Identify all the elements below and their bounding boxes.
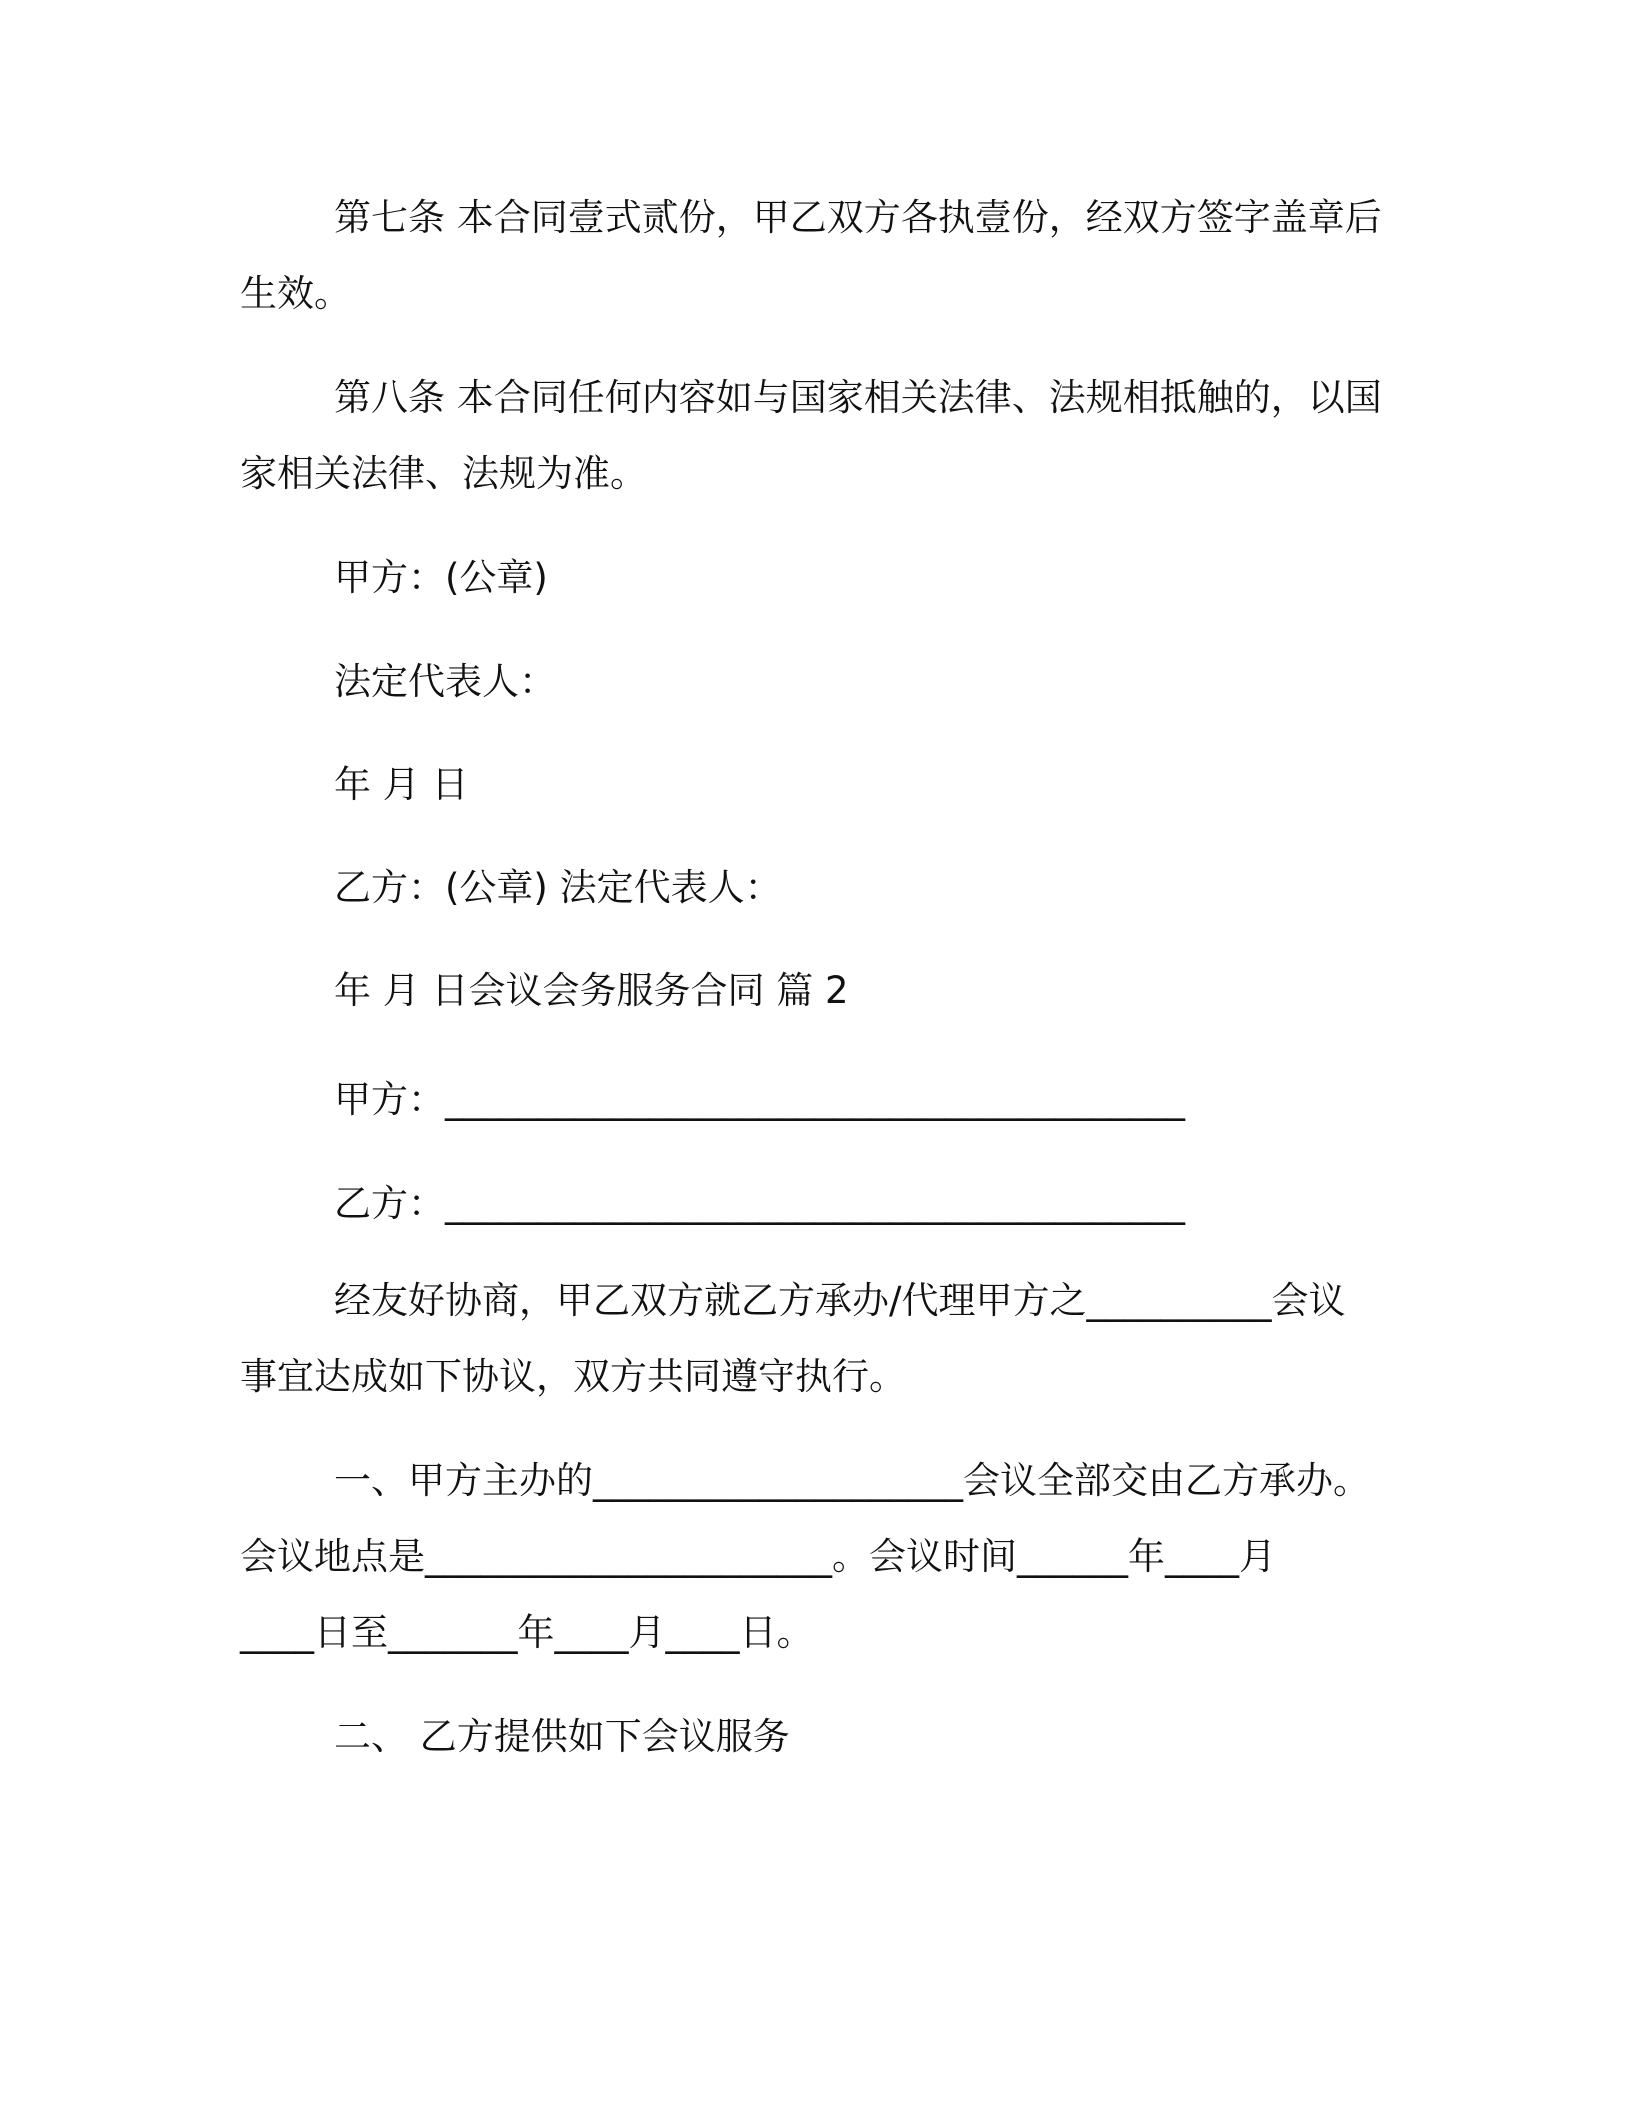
party-b-blank: 乙方：________________________________________	[334, 1182, 1185, 1225]
party-b-seal-representative: 乙方：(公章) 法定代表人：	[334, 866, 782, 909]
clause-1-line-2: 会议地点是______________________。会议时间______年____月	[240, 1535, 1276, 1578]
article-7-line-2: 生效。	[240, 272, 351, 315]
party-a-seal: 甲方：(公章)	[334, 556, 548, 599]
preamble-line-1: 经友好协商，甲乙双方就乙方承办/代理甲方之__________会议	[334, 1279, 1346, 1322]
article-7-line-1: 第七条 本合同壹式贰份，甲乙双方各执壹份，经双方签字盖章后	[334, 196, 1382, 239]
clause-1-line-1: 一、甲方主办的____________________会议全部交由乙方承办。	[334, 1459, 1370, 1502]
party-a-blank: 甲方：________________________________________	[334, 1078, 1185, 1121]
party-a-date: 年 月 日	[334, 763, 469, 806]
date-and-contract-title: 年 月 日会议会务服务合同 篇 2	[334, 969, 849, 1012]
article-8-line-2: 家相关法律、法规为准。	[240, 452, 647, 495]
clause-1-line-3: ____日至_______年____月____日。	[240, 1611, 814, 1654]
party-a-representative: 法定代表人：	[334, 660, 556, 703]
clause-2-heading: 二、 乙方提供如下会议服务	[334, 1715, 790, 1758]
article-8-line-1: 第八条 本合同任何内容如与国家相关法律、法规相抵触的，以国	[334, 376, 1382, 419]
preamble-line-2: 事宜达成如下协议，双方共同遵守执行。	[240, 1355, 906, 1398]
